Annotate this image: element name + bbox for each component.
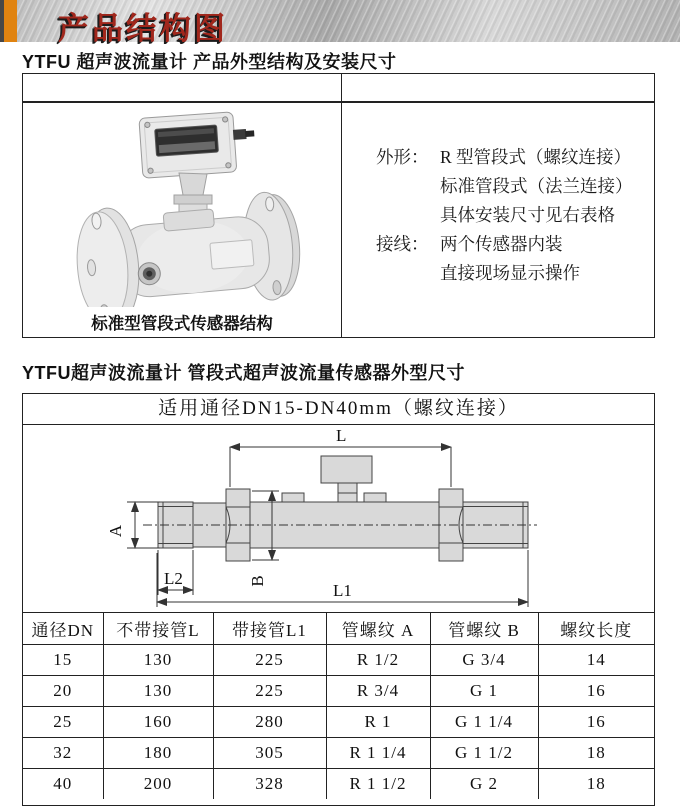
- table-row: [23, 768, 654, 799]
- dim-label-B: B: [248, 575, 267, 587]
- table-cell: 14: [538, 644, 654, 675]
- table-cell: G 1 1/2: [430, 737, 538, 768]
- table-cell: R 1: [326, 706, 430, 737]
- table-cell: 225: [213, 675, 326, 706]
- table-cell: 200: [103, 768, 213, 799]
- dimensions-box: [22, 393, 655, 806]
- table-cell: R 1/2: [326, 644, 430, 675]
- table-cell: 18: [538, 737, 654, 768]
- dim-label-A: A: [106, 524, 125, 538]
- technical-drawing-cell: [23, 425, 654, 613]
- table-cell: R 1 1/2: [326, 768, 430, 799]
- table-cell: 160: [103, 706, 213, 737]
- col-header: 管螺纹 A: [326, 613, 430, 644]
- table-cell: R 1 1/4: [326, 737, 430, 768]
- dim-label-L1: L1: [333, 581, 352, 600]
- table-cell: 25: [23, 706, 103, 737]
- spec-line: R 型管段式（螺纹连接）: [440, 147, 632, 167]
- section-title-outline: YTFU 超声波流量计 产品外型结构及安装尺寸: [22, 52, 397, 72]
- table-cell: G 1 1/4: [430, 706, 538, 737]
- structure-box-header-row: [23, 74, 654, 103]
- flowmeter-photo: [71, 107, 306, 307]
- table-cell: 16: [538, 706, 654, 737]
- structure-box-spec-cell: [342, 105, 654, 337]
- col-header: 通径DN: [23, 613, 103, 644]
- table-cell: 280: [213, 706, 326, 737]
- table-cell: 130: [103, 644, 213, 675]
- table-cell: 32: [23, 737, 103, 768]
- dim-label-L2: L2: [164, 569, 183, 588]
- structure-box-photo-cell: [23, 105, 341, 337]
- col-header: 管螺纹 B: [430, 613, 538, 644]
- spec-item-shape: [376, 143, 633, 230]
- spec-line: 两个传感器内装: [440, 234, 563, 254]
- table-cell: G 2: [430, 768, 538, 799]
- dimensions-table: [23, 613, 654, 799]
- table-cell: 16: [538, 675, 654, 706]
- table-cell: 328: [213, 768, 326, 799]
- page-header-banner: [0, 0, 680, 46]
- technical-drawing: [23, 425, 654, 613]
- table-row: [23, 737, 654, 768]
- table-row: [23, 675, 654, 706]
- table-cell: 18: [538, 768, 654, 799]
- table-cell: 305: [213, 737, 326, 768]
- table-cell: R 3/4: [326, 675, 430, 706]
- structure-box: [22, 73, 655, 338]
- col-header: 螺纹长度: [538, 613, 654, 644]
- dim-label-L: L: [336, 426, 347, 445]
- spec-line: 具体安装尺寸见右表格: [440, 205, 615, 225]
- table-cell: 15: [23, 644, 103, 675]
- spec-line: 直接现场显示操作: [440, 263, 580, 283]
- banner-orange-accent: [4, 0, 17, 42]
- spec-line: 标准管段式（法兰连接）: [440, 176, 633, 196]
- table-row: [23, 706, 654, 737]
- spec-label: 外形：: [376, 147, 429, 167]
- table-cell: 180: [103, 737, 213, 768]
- table-header-row: [23, 613, 654, 644]
- spec-list: [376, 143, 633, 288]
- table-cell: G 1: [430, 675, 538, 706]
- dims-table-title: 适用通径DN15-DN40mm（螺纹连接）: [23, 394, 654, 425]
- photo-caption: 标准型管段式传感器结构: [91, 315, 273, 333]
- spec-label: 接线：: [376, 234, 429, 254]
- table-cell: 130: [103, 675, 213, 706]
- table-cell: 20: [23, 675, 103, 706]
- col-header: 不带接管L: [103, 613, 213, 644]
- page-title: 产品结构图: [58, 11, 228, 46]
- table-cell: 40: [23, 768, 103, 799]
- section-title-dimensions: YTFU超声波流量计 管段式超声波流量传感器外型尺寸: [22, 363, 465, 383]
- table-cell: G 3/4: [430, 644, 538, 675]
- col-header: 带接管L1: [213, 613, 326, 644]
- spec-item-wiring: [376, 230, 633, 288]
- table-row: [23, 644, 654, 675]
- table-cell: 225: [213, 644, 326, 675]
